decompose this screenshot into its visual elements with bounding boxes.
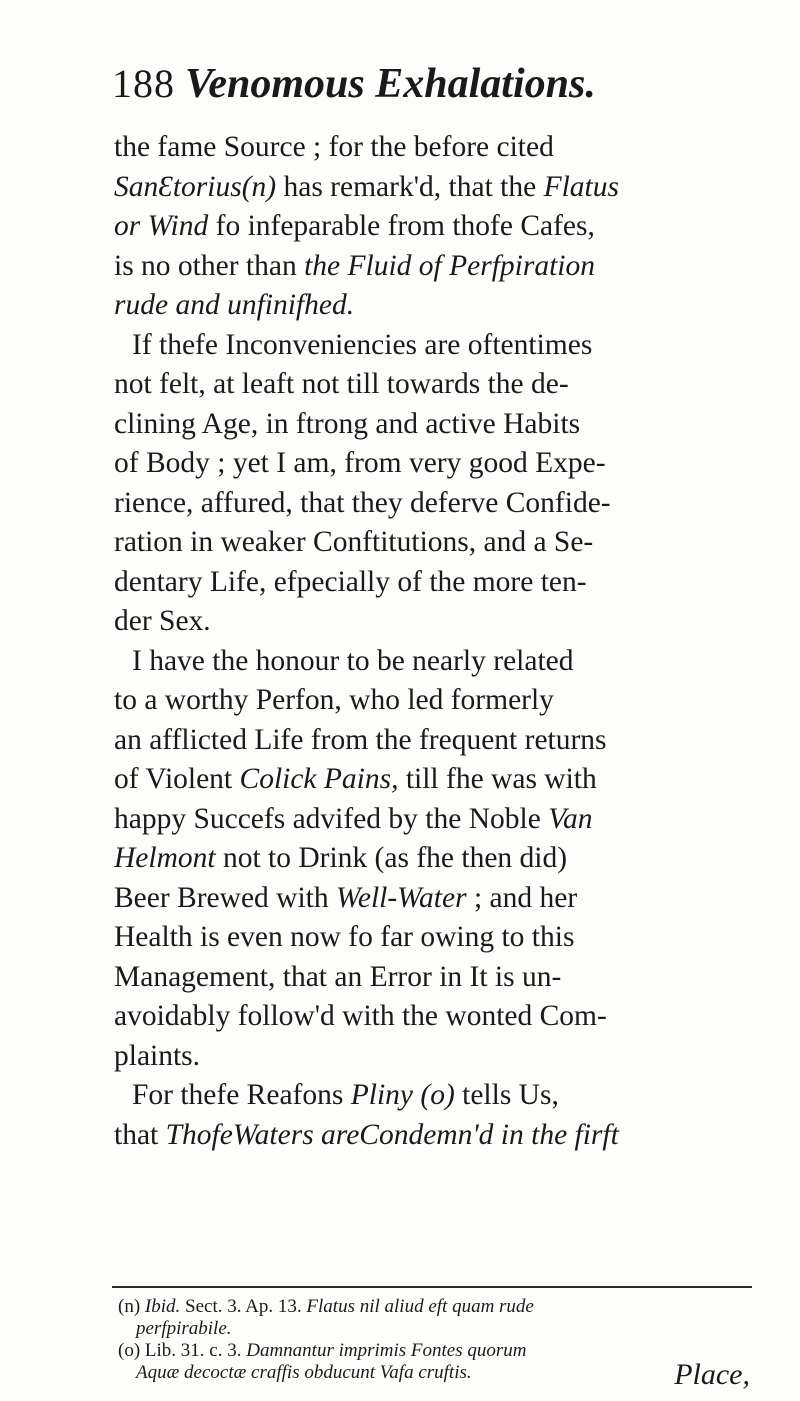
- footnote-n: (n) Ibid. Sect. 3. Ap. 13. Flatus nil aliud eft quam rude: [118, 1296, 534, 1317]
- text-line: to a worthy Perfon, who led formerly: [114, 684, 554, 716]
- text-line: ration in weaker Conftitutions, and a Se-: [114, 526, 594, 558]
- page-number: 188: [112, 61, 175, 106]
- paragraph-start-line: I have the honour to be nearly related: [132, 644, 574, 677]
- text-line: plaints.: [114, 1039, 201, 1072]
- footnote-o: (o) Lib. 31. c. 3. Damnantur imprimis Fontes quorum: [118, 1340, 527, 1361]
- text-line: Helmont not to Drink (as fhe then did): [114, 842, 568, 874]
- text-line: rude and unfinifhed.: [114, 289, 355, 321]
- text-line: Health is even now fo far owing to this: [114, 921, 575, 953]
- paragraph-start-line: For thefe Reafons Pliny (o) tells Us,: [132, 1079, 559, 1111]
- text-line: an afflicted Life from the frequent returns: [114, 723, 607, 756]
- body-text: [114, 128, 754, 1155]
- text-line: the fame Source ; for the before cited: [114, 131, 554, 163]
- text-line: of Violent Colick Pains, till fhe was with: [114, 763, 597, 795]
- running-title: Venomous Exhalations.: [185, 61, 596, 107]
- text-line: happy Succefs advifed by the Noble Van: [114, 802, 593, 835]
- text-line: dentary Life, efpecially of the more ten-: [114, 565, 587, 598]
- text-line: SanƐtorius(n) has remark'd, that the Flatus: [114, 170, 619, 203]
- text-line: or Wind fo infeparable from thofe Cafes,: [114, 210, 595, 242]
- text-line: rience, affured, that they deferve Confide-: [114, 486, 611, 519]
- text-line: is no other than the Fluid of Perfpiration: [114, 249, 595, 282]
- text-line: that ThofeWaters areCondemn'd in the firft: [114, 1118, 619, 1151]
- catchword: Place,: [674, 1358, 750, 1391]
- paragraph-start-line: If thefe Inconveniencies are oftentimes: [132, 328, 593, 361]
- footnotes: [118, 1296, 754, 1384]
- text-line: der Sex.: [114, 605, 211, 637]
- text-line: of Body ; yet I am, from very good Expe-: [114, 447, 606, 479]
- text-line: avoidably follow'd with the wonted Com-: [114, 1000, 607, 1032]
- text-line: Beer Brewed with Well-Water ; and her: [114, 881, 578, 914]
- text-line: not felt, at leaft not till towards the de-: [114, 368, 569, 400]
- footnote-o-continuation: Aquæ decoctæ craffis obducunt Vafa cruftis.: [136, 1362, 472, 1383]
- text-line: clining Age, in ftrong and active Habits: [114, 407, 581, 440]
- page-header: [112, 60, 752, 130]
- footnote-n-continuation: perfpirabile.: [136, 1318, 232, 1339]
- footnote-rule: [112, 1286, 752, 1288]
- text-line: Management, that an Error in It is un-: [114, 960, 562, 993]
